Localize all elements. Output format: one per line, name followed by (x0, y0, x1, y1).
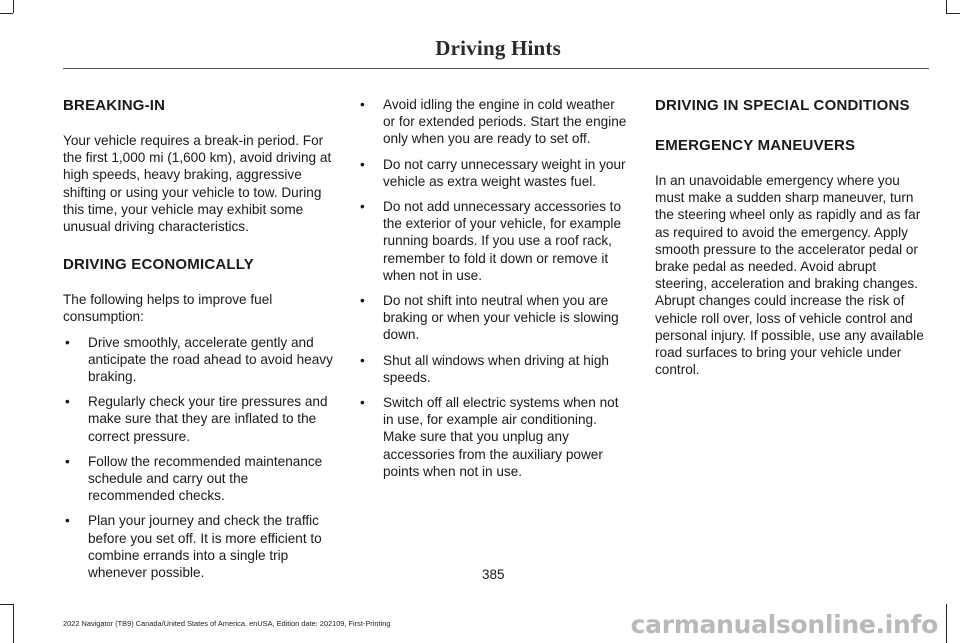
crop-mark (946, 13, 960, 14)
crop-mark (13, 604, 14, 643)
list-item (63, 334, 335, 386)
list-item (358, 96, 630, 148)
bullet-icon: • (360, 293, 365, 309)
list-item-text: Avoid idling the engine in cold weather or for extended periods. Start the engine only when you are ready to set off. (383, 97, 627, 147)
list-item-text: Switch off all electric systems when not in use, for example air conditioning. Make sure that you unplug any accessories from the auxiliary power points when not in use. (383, 395, 619, 479)
crop-mark (946, 604, 947, 643)
bullet-icon: • (360, 199, 365, 215)
economy-list-continued (358, 96, 630, 480)
bullet-icon: • (65, 513, 70, 529)
crop-mark (0, 604, 13, 605)
economy-intro: The following helps to improve fuel consumption: (63, 292, 273, 325)
crop-mark (0, 13, 13, 14)
watermark-logo: carmanualsonline.info (630, 610, 938, 639)
left-column (63, 96, 335, 597)
list-item (358, 352, 630, 386)
page-number: 385 (482, 567, 505, 582)
list-item-text: Plan your journey and check the traffic before you set off. It is more efficient to combine errands into a single trip whenever possible. (88, 513, 322, 581)
bullet-icon: • (360, 352, 365, 368)
breaking-in-paragraph: Your vehicle requires a break-in period. For the first 1,000 mi (1,600 km), avoid driving at high speeds, heavy braking, aggressive shifting or using your vehicle to tow. During this time, your vehicle may exhibit some unusual driving characteristics. (63, 133, 332, 235)
bullet-icon: • (360, 156, 365, 172)
list-item (358, 394, 630, 480)
list-item (358, 198, 630, 284)
footer-edition-text: 2022 Navigator (TB9) Canada/United States of America, enUSA, Edition date: 202109, First-Printing (63, 619, 391, 628)
emergency-maneuvers-paragraph: In an unavoidable emergency where you must make a sudden sharp maneuver, turn the steering wheel only as rapidly and as far as required to avoid the emergency. Apply smooth pressure to the accelerator pedal or brake pedal as needed. Avoid abrupt steering, acceleration and braking changes. Abrupt changes could increase the risk of vehicle roll over, loss of vehicle control and personal injury. If possible, use any available road surfaces to bring your vehicle under control. (655, 173, 924, 378)
economy-list (63, 334, 335, 582)
list-item (63, 453, 335, 505)
list-item-text: Do not shift into neutral when you are braking or when your vehicle is slowing down. (383, 293, 619, 343)
right-column (655, 96, 927, 396)
bullet-icon: • (65, 394, 70, 410)
middle-column (358, 96, 630, 496)
list-item (358, 292, 630, 344)
bullet-icon: • (65, 334, 70, 350)
bullet-icon: • (360, 395, 365, 411)
list-item-text: Drive smoothly, accelerate gently and anticipate the road ahead to avoid heavy braking. (88, 334, 333, 385)
list-item-text: Do not add unnecessary accessories to the exterior of your vehicle, for example running boards. If you use a roof rack, remember to fold it down or remove it when not in use. (383, 199, 622, 283)
list-item-text: Shut all windows when driving at high speeds. (383, 352, 609, 385)
heading-breaking-in: BREAKING-IN (63, 97, 166, 114)
list-item-text: Regularly check your tire pressures and make sure that they are inflated to the correct pressure. (88, 394, 328, 444)
list-item (63, 512, 335, 581)
page-title: Driving Hints (435, 36, 561, 60)
list-item (63, 393, 335, 445)
crop-mark (13, 0, 14, 13)
list-item-text: Do not carry unnecessary weight in your vehicle as extra weight wastes fuel. (383, 156, 626, 189)
bullet-icon: • (65, 453, 70, 469)
list-item (358, 156, 630, 190)
heading-emergency-maneuvers: EMERGENCY MANEUVERS (655, 137, 856, 154)
heading-driving-in-special-conditions: DRIVING IN SPECIAL CONDITIONS (655, 97, 910, 114)
heading-driving-economically: DRIVING ECONOMICALLY (63, 256, 254, 274)
crop-mark (946, 0, 947, 13)
header-rule (63, 68, 929, 69)
bullet-icon: • (360, 97, 365, 112)
list-item-text: Follow the recommended maintenance schedule and carry out the recommended checks. (88, 453, 323, 504)
